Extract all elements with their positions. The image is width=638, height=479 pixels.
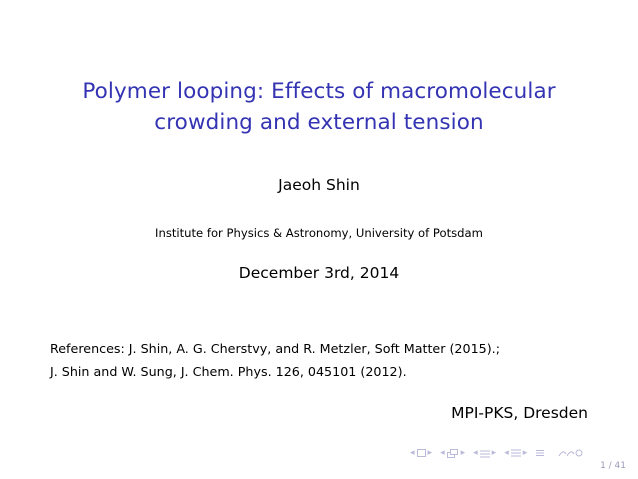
institute: Institute for Physics & Astronomy, University of Potsdam [155, 226, 483, 240]
presentation-date: December 3rd, 2014 [238, 264, 400, 282]
next-part-icon[interactable]: ▸ [522, 448, 528, 458]
location: MPI-PKS, Dresden [451, 404, 588, 422]
reference-line-1: References: J. Shin, A. G. Cherstvy, and R. Metzler, Soft Matter (2015).; [50, 341, 500, 356]
reference-line-2: J. Shin and W. Sung, J. Chem. Phys. 126, 045101 (2012). [50, 364, 407, 379]
title-line-2: crowding and external tension [154, 110, 484, 135]
presentation-title [0, 76, 638, 138]
search-back-icon[interactable] [557, 448, 585, 458]
equivalence-icon [535, 449, 545, 457]
page-number: 1 / 41 [600, 461, 626, 471]
prev-frame-icon[interactable]: ◂ [410, 448, 415, 458]
prev-subsection-icon[interactable]: ◂ [440, 448, 445, 458]
document-icon [511, 449, 521, 458]
next-subsection-icon[interactable]: ▸ [460, 448, 466, 458]
subsection-nav[interactable] [440, 448, 465, 458]
next-section-icon[interactable]: ▸ [491, 448, 497, 458]
frame-icon [417, 449, 426, 457]
author-name: Jaeoh Shin [278, 176, 360, 194]
subsection-icon [447, 449, 459, 458]
title-line-1: Polymer looping: Effects of macromolecular [82, 79, 556, 104]
frame-nav[interactable] [410, 448, 432, 458]
prev-section-icon[interactable]: ◂ [473, 448, 478, 458]
next-frame-icon[interactable]: ▸ [427, 448, 433, 458]
navigation-bar [410, 447, 585, 459]
section-nav[interactable] [473, 448, 496, 458]
prev-part-icon[interactable]: ◂ [504, 448, 509, 458]
references [50, 337, 500, 383]
section-icon [480, 449, 490, 458]
document-nav[interactable] [504, 448, 527, 458]
